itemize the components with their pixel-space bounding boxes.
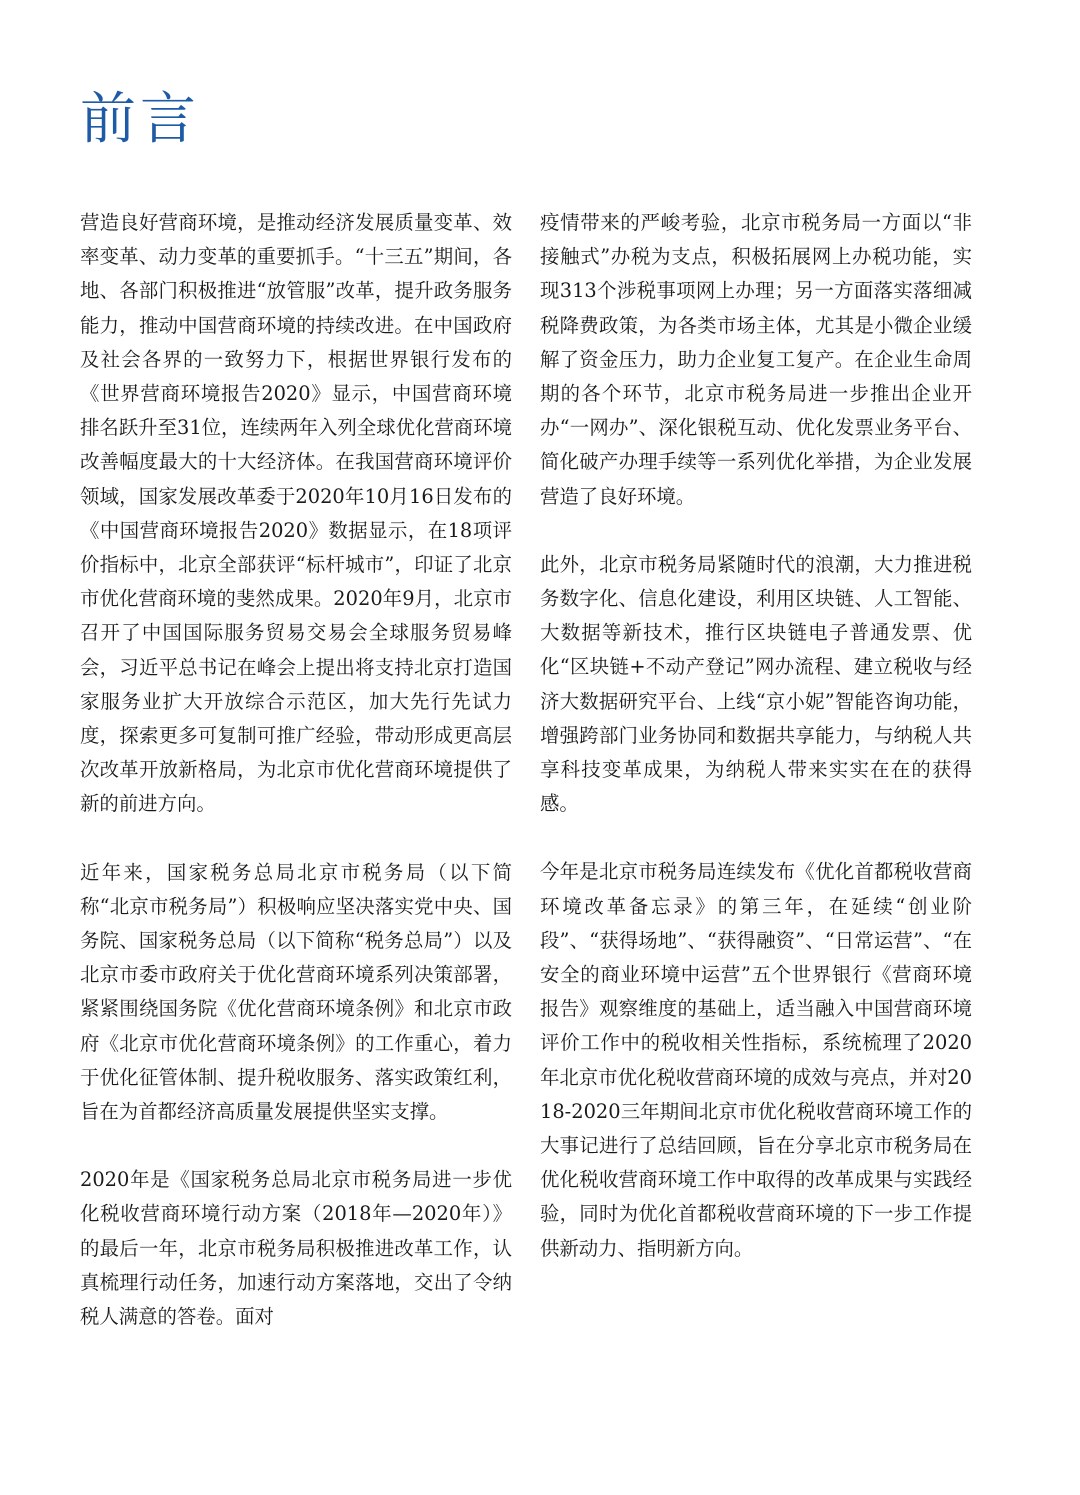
left-column	[80, 206, 512, 1334]
paragraph: 近年来，国家税务总局北京市税务局（以下简称“北京市税务局”）积极响应坚决落实党中央、国务院、国家税务总局（以下简称“税务总局”）以及北京市委市政府关于优化营商环境系列决策部署，紧紧围绕国务院《优化营商环境条例》和北京市政府《北京市优化营商环境条例》的工作重心，着力于优化征管体制、提升税收服务、落实政策红利，旨在为首都经济高质量发展提供坚实支撑。	[80, 860, 512, 1124]
paragraph: 营造良好营商环境，是推动经济发展质量变革、效率变革、动力变革的重要抓手。“十三五”期间，各地、各部门积极推进“放管服”改革，提升政务服务能力，推动中国营商环境的持续改进。在中国政府及社会各界的一致努力下，根据世界银行发布的《世界营商环境报告2020》显示，中国营商环境排名跃升至31位，连续两年入列全球优化营商环境改善幅度最大的十大经济体。在我国营商环境评价领域，国家发展改革委于2020年10月16日发布的《中国营商环境报告2020》数据显示，在18项评价指标中，北京全部获评“标杆城市”，印证了北京市优化营商环境的斐然成果。2020年9月，北京市召开了中国国际服务贸易交易会全球服务贸易峰会，习近平总书记在峰会上提出将支持北京打造国家服务业扩大开放综合示范区，加大先行先试力度，探索更多可复制可推广经验，带动形成更高层次改革开放新格局，为北京市优化营商环境提供了新的前进方向。	[80, 211, 512, 816]
paragraph: 疫情带来的严峻考验，北京市税务局一方面以“非接触式”办税为支点，积极拓展网上办税功能，实现313个涉税事项网上办理；另一方面落实落细减税降费政策，为各类市场主体，尤其是小微企业缓解了资金压力，助力企业复工复产。在企业生命周期的各个环节，北京市税务局进一步推出企业开办“一网办”、深化银税互动、优化发票业务平台、简化破产办理手续等一系列优化举措，为企业发展营造了良好环境。	[540, 211, 972, 508]
page-title: 前言	[80, 87, 200, 152]
paragraph: 2020年是《国家税务总局北京市税务局进一步优化税收营商环境行动方案（2018年—2020年）》的最后一年，北京市税务局积极推进改革工作，认真梳理行动任务，加速行动方案落地，交出了令纳税人满意的答卷。面对	[80, 1168, 512, 1329]
paragraph: 此外，北京市税务局紧随时代的浪潮，大力推进税务数字化、信息化建设，利用区块链、人工智能、大数据等新技术，推行区块链电子普通发票、优化“区块链+不动产登记”网办流程、建立税收与经济大数据研究平台、上线“京小妮”智能咨询功能，增强跨部门业务协同和数据共享能力，与纳税人共享科技变革成果，为纳税人带来实实在在的获得感。	[540, 552, 972, 816]
right-column	[540, 206, 972, 1266]
paragraph: 今年是北京市税务局连续发布《优化首都税收营商环境改革备忘录》的第三年，在延续“创业阶段”、“获得场地”、“获得融资”、“日常运营”、“在安全的商业环境中运营”五个世界银行《营商环境报告》观察维度的基础上，适当融入中国营商环境评价工作中的税收相关性指标，系统梳理了2020年北京市优化税收营商环境的成效与亮点，并对2018-2020三年期间北京市优化税收营商环境工作的大事记进行了总结回顾，旨在分享北京市税务局在优化税收营商环境工作中取得的改革成果与实践经验，同时为优化首都税收营商环境的下一步工作提供新动力、指明新方向。	[540, 860, 972, 1260]
